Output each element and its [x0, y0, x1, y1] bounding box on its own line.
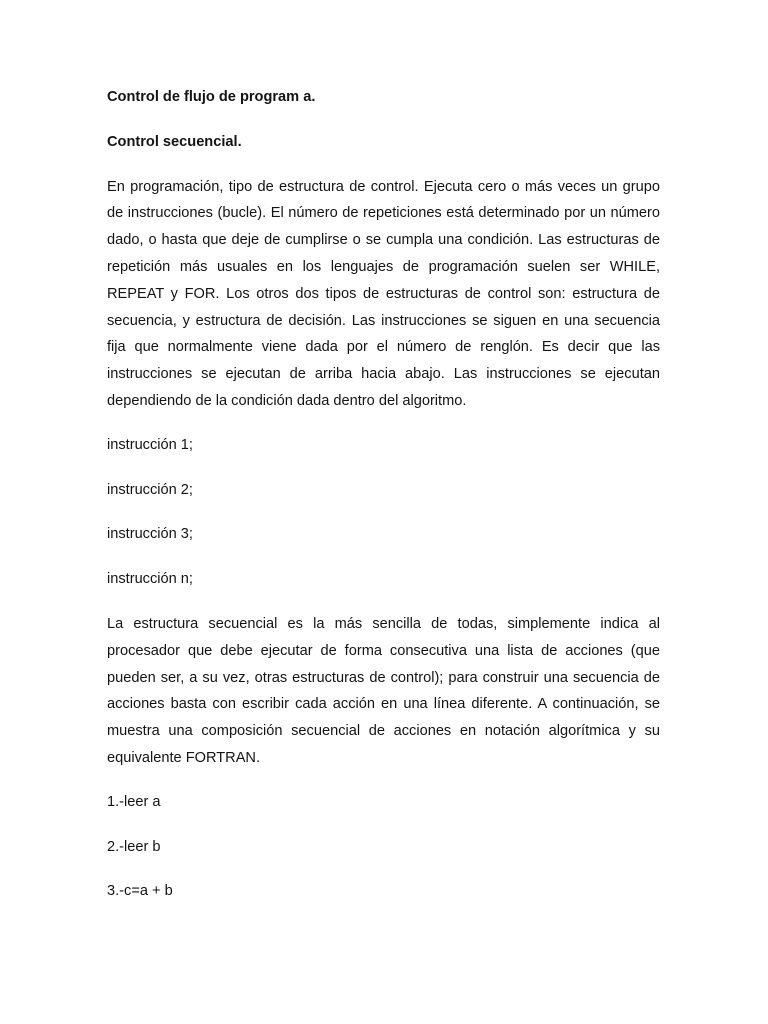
document-page: [107, 84, 660, 923]
intro-paragraph: En programación, tipo de estructura de control. Ejecuta cero o más veces un grupo de instrucciones (bucle). El número de repeticiones está determinado por un número dado, o hasta que deje de cumplirse o se cumpla una condición. Las estructuras de repetición más usuales en los lenguajes de programación suelen ser WHILE, REPEAT y FOR. Los otros dos tipos de estructuras de control son: estructura de secuencia, y estructura de decisión. Las instrucciones se siguen en una secuencia fija que normalmente viene dada por el número de renglón. Es decir que las instrucciones se ejecutan de arriba hacia abajo. Las instrucciones se ejecutan dependiendo de la condición dada dentro del algoritmo.: [107, 178, 660, 409]
algorithm-step: 1.-leer a: [107, 793, 161, 810]
instruction-line: instrucción 3;: [107, 526, 193, 543]
algorithm-step: 2.-leer b: [107, 838, 161, 855]
sequential-paragraph: La estructura secuencial es la más sencilla de todas, simplemente indica al procesador que debe ejecutar de forma consecutiva una lista de acciones (que pueden ser, a su vez, otras estructuras de control); para construir una secuencia de acciones basta con escribir cada acción en una línea diferente. A continuación, se muestra una composición secuencial de acciones en notación algorítmica y su equivalente FORTRAN.: [107, 615, 660, 766]
algorithm-step: 3.-c=a + b: [107, 883, 173, 900]
instruction-line: instrucción n;: [107, 571, 193, 588]
instruction-line: instrucción 2;: [107, 481, 193, 498]
instruction-line: instrucción 1;: [107, 436, 193, 453]
document-title: Control de flujo de program a.: [107, 89, 316, 105]
section-heading: Control secuencial.: [107, 133, 242, 150]
